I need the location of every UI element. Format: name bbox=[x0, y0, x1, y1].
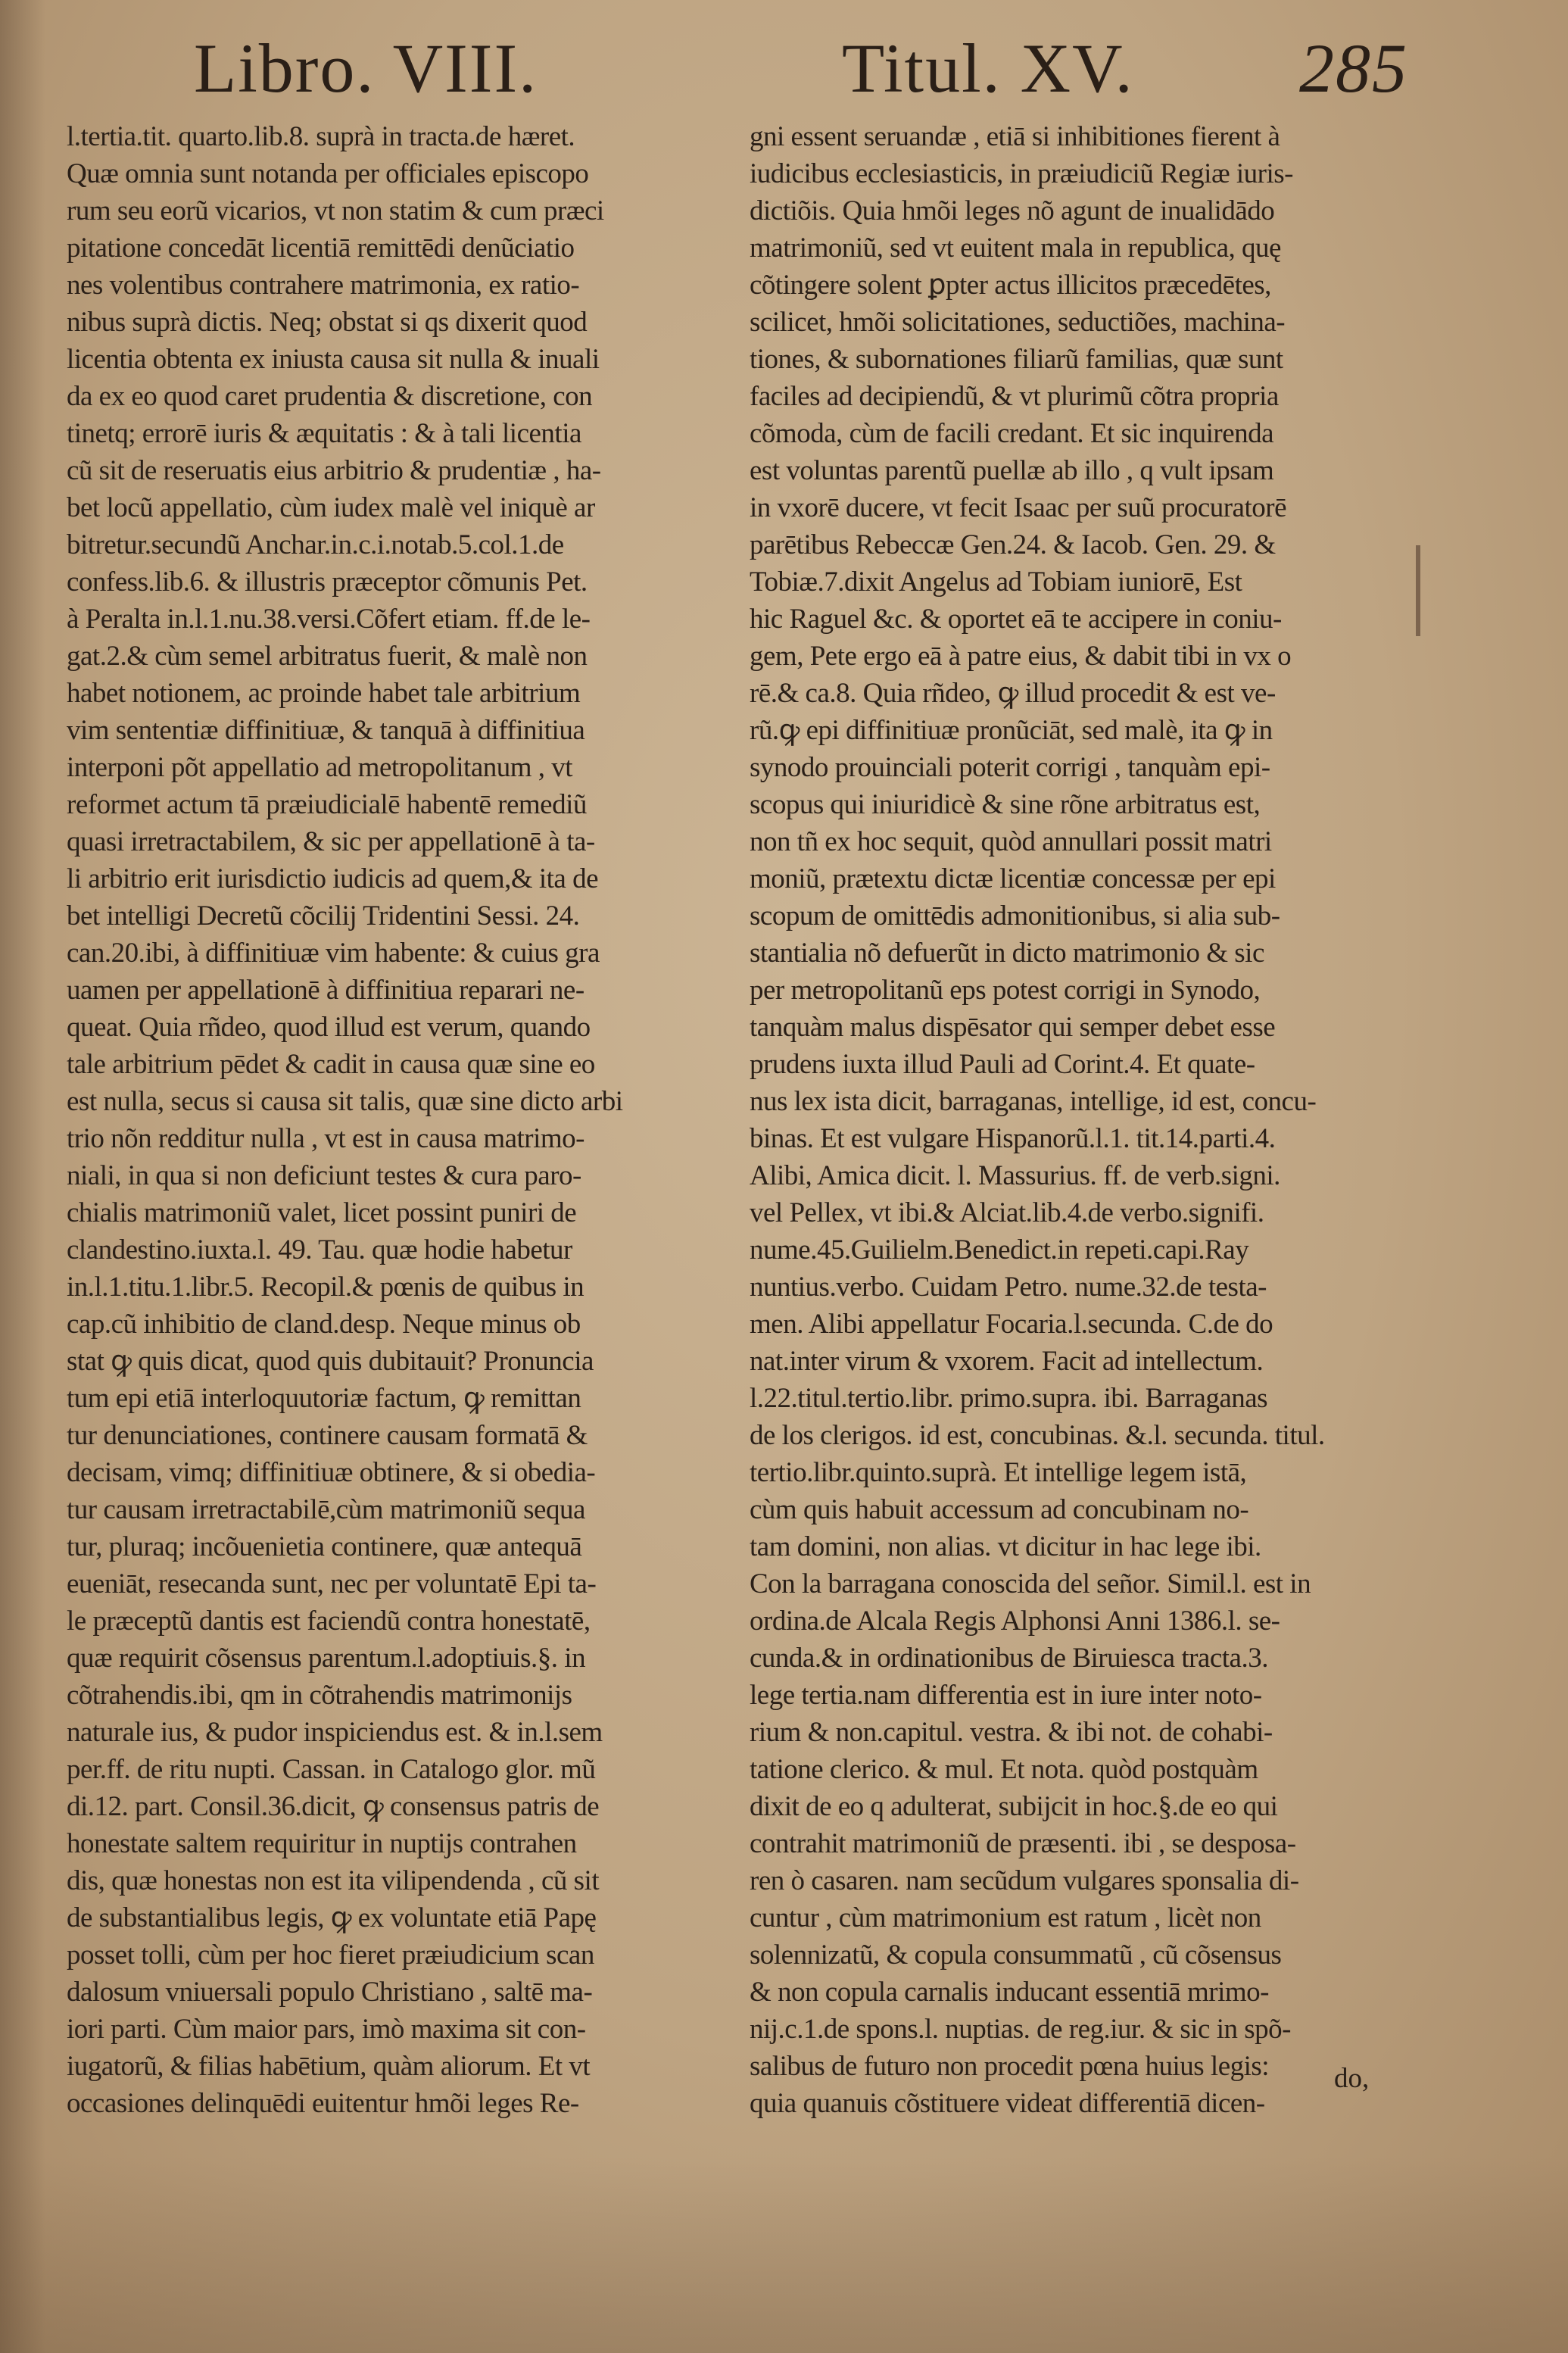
text-line: à Peralta in.l.1.nu.38.versi.Cõfert etiam. ff.de le- bbox=[67, 604, 591, 635]
text-line: de substantialibus legis, ꝙ ex voluntate etiā Papę bbox=[67, 1902, 597, 1933]
text-line: rũ.ꝙ epi diffinitiuæ pronũciāt, sed malè, ita ꝙ in bbox=[750, 715, 1273, 746]
text-line: di.12. part. Consil.36.dicit, ꝙ consensus patris de bbox=[67, 1791, 600, 1822]
text-line: honestate saltem requiritur in nuptijs contrahen bbox=[67, 1828, 577, 1859]
text-line: tam domini, non alias. vt dicitur in hac lege ibi. bbox=[750, 1531, 1261, 1562]
text-line: stat ꝙ quis dicat, quod quis dubitauit? Pronuncia bbox=[67, 1346, 594, 1377]
text-line: tanquàm malus dispēsator qui semper debet esse bbox=[750, 1012, 1276, 1043]
text-line: scilicet, hmõi solicitationes, seductiões, machina- bbox=[750, 307, 1286, 338]
text-line: cõtrahendis.ibi, qm in cõtrahendis matrimonijs bbox=[67, 1680, 572, 1711]
text-line: scopus qui iniuridicè & sine rõne arbitratus est, bbox=[750, 789, 1261, 820]
text-line: licentia obtenta ex iniusta causa sit nulla & inuali bbox=[67, 344, 600, 375]
text-line: l.22.titul.tertio.libr. primo.supra. ibi. Barraganas bbox=[750, 1383, 1268, 1414]
running-header bbox=[0, 23, 1568, 114]
text-line: iudicibus ecclesiasticis, in præiudiciũ Regiæ iuris- bbox=[750, 158, 1293, 189]
text-line: habet notionem, ac proinde habet tale arbitrium bbox=[67, 678, 581, 709]
text-line: dixit de eo q adulterat, subijcit in hoc.§.de eo qui bbox=[750, 1791, 1278, 1822]
text-line: decisam, vimq; diffinitiuæ obtinere, & si obedia- bbox=[67, 1457, 596, 1488]
text-line: quia quanuis cõstituere videat differentiā dicen- bbox=[750, 2088, 1265, 2119]
text-line: tur, pluraq; incõuenietia continere, quæ antequā bbox=[67, 1531, 582, 1562]
text-line: matrimoniũ, sed vt euitent mala in republica, quę bbox=[750, 232, 1281, 264]
text-line: vel Pellex, vt ibi.& Alciat.lib.4.de verbo.signifi. bbox=[750, 1197, 1264, 1228]
text-line: quasi irretractabilem, & sic per appellationē à ta- bbox=[67, 826, 595, 857]
text-line: queat. Quia rñdeo, quod illud est verum, quando bbox=[67, 1012, 591, 1043]
text-line: per metropolitanũ eps potest corrigi in Synodo, bbox=[750, 975, 1261, 1006]
text-line: confess.lib.6. & illustris præceptor cõmunis Pet. bbox=[67, 566, 588, 598]
text-line: hic Raguel &c. & oportet eā te accipere in coniu- bbox=[750, 604, 1282, 635]
catchword: do, bbox=[1334, 2063, 1370, 2094]
left-text-column bbox=[67, 118, 733, 2122]
text-line: dictiõis. Quia hmõi leges nõ agunt de inualidādo bbox=[750, 195, 1275, 226]
text-line: niali, in qua si non deficiunt testes & cura paro- bbox=[67, 1160, 581, 1191]
text-line: dalosum vniuersali populo Christiano , saltē ma- bbox=[67, 1977, 593, 2008]
text-line: in vxorē ducere, vt fecit Isaac per suũ procuratorē bbox=[750, 492, 1287, 523]
text-line: quæ requirit cõsensus parentum.l.adoptiuis.§. in bbox=[67, 1643, 586, 1674]
text-line: parētibus Rebeccæ Gen.24. & Iacob. Gen. 29. & bbox=[750, 529, 1276, 560]
text-line: eueniāt, resecanda sunt, nec per voluntatē Epi ta- bbox=[67, 1568, 597, 1599]
text-line: cunda.& in ordinationibus de Biruiesca tracta.3. bbox=[750, 1643, 1268, 1674]
text-line: Quæ omnia sunt notanda per officiales episcopo bbox=[67, 158, 589, 189]
text-line: gni essent seruandæ , etiā si inhibitiones fierent à bbox=[750, 121, 1280, 152]
text-line: pitatione concedāt licentiā remittēdi denũciatio bbox=[67, 232, 575, 264]
text-line: posset tolli, cùm per hoc fieret præiudicium scan bbox=[67, 1940, 594, 1971]
text-line: Alibi, Amica dicit. l. Massurius. ff. de verb.signi. bbox=[750, 1160, 1280, 1191]
text-line: dis, quæ honestas non est ita vilipendenda , cũ sit bbox=[67, 1865, 600, 1896]
text-line: nij.c.1.de spons.l. nuptias. de reg.iur. & sic in spõ- bbox=[750, 2014, 1291, 2045]
text-line: iugatorũ, & filias habētium, quàm aliorum. Et vt bbox=[67, 2051, 591, 2082]
text-line: nes volentibus contrahere matrimonia, ex ratio- bbox=[67, 270, 580, 301]
text-line: est nulla, secus si causa sit talis, quæ sine dicto arbi bbox=[67, 1086, 623, 1117]
text-line: cõmoda, cùm de facili credant. Et sic inquirenda bbox=[750, 418, 1274, 449]
text-line: contrahit matrimoniũ de præsenti. ibi , se desposa- bbox=[750, 1828, 1296, 1859]
header-book-label: Libro. VIII. bbox=[194, 30, 538, 107]
text-line: bitretur.secundũ Anchar.in.c.i.notab.5.col.1.de bbox=[67, 529, 564, 560]
header-title-label: Titul. XV. bbox=[842, 30, 1134, 107]
text-line: nus lex ista dicit, barraganas, intellige, id est, concu- bbox=[750, 1086, 1317, 1117]
text-line: scopum de omittēdis admonitionibus, si alia sub- bbox=[750, 900, 1280, 932]
text-line: cùm quis habuit accessum ad concubinam no- bbox=[750, 1494, 1249, 1525]
text-line: li arbitrio erit iurisdictio iudicis ad quem,& ita de bbox=[67, 863, 599, 894]
text-line: ordina.de Alcala Regis Alphonsi Anni 1386.l. se- bbox=[750, 1606, 1280, 1637]
text-line: salibus de futuro non procedit pœna huius legis: bbox=[750, 2051, 1270, 2082]
text-line: faciles ad decipiendũ, & vt plurimũ cõtra propria bbox=[750, 381, 1279, 412]
text-line: rē.& ca.8. Quia rñdeo, ꝙ illud procedit & est ve- bbox=[750, 678, 1276, 709]
text-line: nume.45.Guilielm.Benedict.in repeti.capi.Ray bbox=[750, 1234, 1249, 1265]
right-text-column bbox=[750, 118, 1416, 2122]
text-line: non tñ ex hoc sequit, quòd annullari possit matri bbox=[750, 826, 1272, 857]
text-line: cuntur , cùm matrimonium est ratum , licèt non bbox=[750, 1902, 1261, 1933]
text-line: Tobiæ.7.dixit Angelus ad Tobiam iuniorē, Est bbox=[750, 566, 1242, 598]
text-line: nat.inter virum & vxorem. Facit ad intellectum. bbox=[750, 1346, 1264, 1377]
text-line: cõtingere solent ꝑpter actus illicitos præcedētes, bbox=[750, 270, 1271, 301]
text-line: de los clerigos. id est, concubinas. &.l. secunda. titul. bbox=[750, 1420, 1325, 1451]
text-line: trio nõn redditur nulla , vt est in causa matrimo- bbox=[67, 1123, 584, 1154]
text-line: nibus suprà dictis. Neq; obstat si qs dixerit quod bbox=[67, 307, 588, 338]
margin-mark bbox=[1416, 545, 1420, 636]
text-line: rum seu eorũ vicarios, vt non statim & cum præci bbox=[67, 195, 604, 226]
text-line: ren ò casaren. nam secũdum vulgares sponsalia di- bbox=[750, 1865, 1299, 1896]
text-line: lege tertia.nam differentia est in iure inter noto- bbox=[750, 1680, 1262, 1711]
text-line: in.l.1.titu.1.libr.5. Recopil.& pœnis de quibus in bbox=[67, 1272, 584, 1303]
text-line: binas. Et est vulgare Hispanorũ.l.1. tit.14.parti.4. bbox=[750, 1123, 1276, 1154]
text-line: rium & non.capitul. vestra. & ibi not. de cohabi- bbox=[750, 1717, 1273, 1748]
text-line: iori parti. Cùm maior pars, imò maxima sit con- bbox=[67, 2014, 586, 2045]
text-line: tiones, & subornationes filiarũ familias, quæ sunt bbox=[750, 344, 1283, 375]
text-line: can.20.ibi, à diffinitiuæ vim habente: & cuius gra bbox=[67, 938, 600, 969]
text-line: tum epi etiā interloquutoriæ factum, ꝙ remittan bbox=[67, 1383, 581, 1414]
text-line: stantialia nõ defuerũt in dicto matrimonio & sic bbox=[750, 938, 1264, 969]
text-line: clandestino.iuxta.l. 49. Tau. quæ hodie habetur bbox=[67, 1234, 572, 1265]
text-line: tatione clerico. & mul. Et nota. quòd postquàm bbox=[750, 1754, 1258, 1785]
text-line: & non copula carnalis inducant essentiā mrimo- bbox=[750, 1977, 1269, 2008]
text-line: occasiones delinquēdi euitentur hmõi leges Re- bbox=[67, 2088, 579, 2119]
text-line: moniũ, prætextu dictæ licentiæ concessæ per epi bbox=[750, 863, 1276, 894]
text-line: da ex eo quod caret prudentia & discretione, con bbox=[67, 381, 593, 412]
text-line: chialis matrimoniũ valet, licet possint puniri de bbox=[67, 1197, 577, 1228]
text-line: l.tertia.tit. quarto.lib.8. suprà in tracta.de hæret. bbox=[67, 121, 575, 152]
page-gutter-shadow bbox=[0, 0, 45, 2353]
text-line: men. Alibi appellatur Focaria.l.secunda. C.de do bbox=[750, 1309, 1273, 1340]
text-line: tur causam irretractabilē,cùm matrimoniũ sequa bbox=[67, 1494, 585, 1525]
text-line: per.ff. de ritu nupti. Cassan. in Catalogo glor. mũ bbox=[67, 1754, 596, 1785]
text-line: cũ sit de reseruatis eius arbitrio & prudentiæ , ha- bbox=[67, 455, 601, 486]
text-line: gat.2.& cùm semel arbitratus fuerit, & malè non bbox=[67, 641, 588, 672]
text-line: vim sententiæ diffinitiuæ, & tanquā à diffinitiua bbox=[67, 715, 585, 746]
text-line: tale arbitrium pēdet & cadit in causa quæ sine eo bbox=[67, 1049, 595, 1080]
text-line: gem, Pete ergo eā à patre eius, & dabit tibi in vx o bbox=[750, 641, 1292, 672]
text-line: est voluntas parentũ puellæ ab illo , q vult ipsam bbox=[750, 455, 1274, 486]
text-line: tinetq; errorē iuris & æquitatis : & à tali licentia bbox=[67, 418, 581, 449]
text-line: solennizatũ, & copula consummatũ , cũ cõsensus bbox=[750, 1940, 1282, 1971]
text-line: uamen per appellationē à diffinitiua reparari ne- bbox=[67, 975, 584, 1006]
text-line: synodo prouinciali poterit corrigi , tanquàm epi- bbox=[750, 752, 1270, 783]
page-bottom-stain bbox=[0, 2156, 1568, 2353]
text-line: naturale ius, & pudor inspiciendus est. & in.l.sem bbox=[67, 1717, 603, 1748]
text-line: tur denunciationes, continere causam formatā & bbox=[67, 1420, 588, 1451]
text-line: interponi põt appellatio ad metropolitanum , vt bbox=[67, 752, 573, 783]
text-line: bet intelligi Decretũ cõcilij Tridentini Sessi. 24. bbox=[67, 900, 580, 932]
text-line: bet locũ appellatio, cùm iudex malè vel iniquè ar bbox=[67, 492, 595, 523]
page-number: 285 bbox=[1299, 30, 1408, 107]
text-line: nuntius.verbo. Cuidam Petro. nume.32.de testa- bbox=[750, 1272, 1267, 1303]
text-line: Con la barragana conoscida del señor. Simil.l. est in bbox=[750, 1568, 1311, 1599]
text-line: prudens iuxta illud Pauli ad Corint.4. Et quate- bbox=[750, 1049, 1255, 1080]
text-line: cap.cũ inhibitio de cland.desp. Neque minus ob bbox=[67, 1309, 581, 1340]
text-line: tertio.libr.quinto.suprà. Et intellige legem istā, bbox=[750, 1457, 1247, 1488]
text-line: le præceptũ dantis est faciendũ contra honestatē, bbox=[67, 1606, 591, 1637]
text-line: reformet actum tā præiudicialē habentē remediũ bbox=[67, 789, 587, 820]
